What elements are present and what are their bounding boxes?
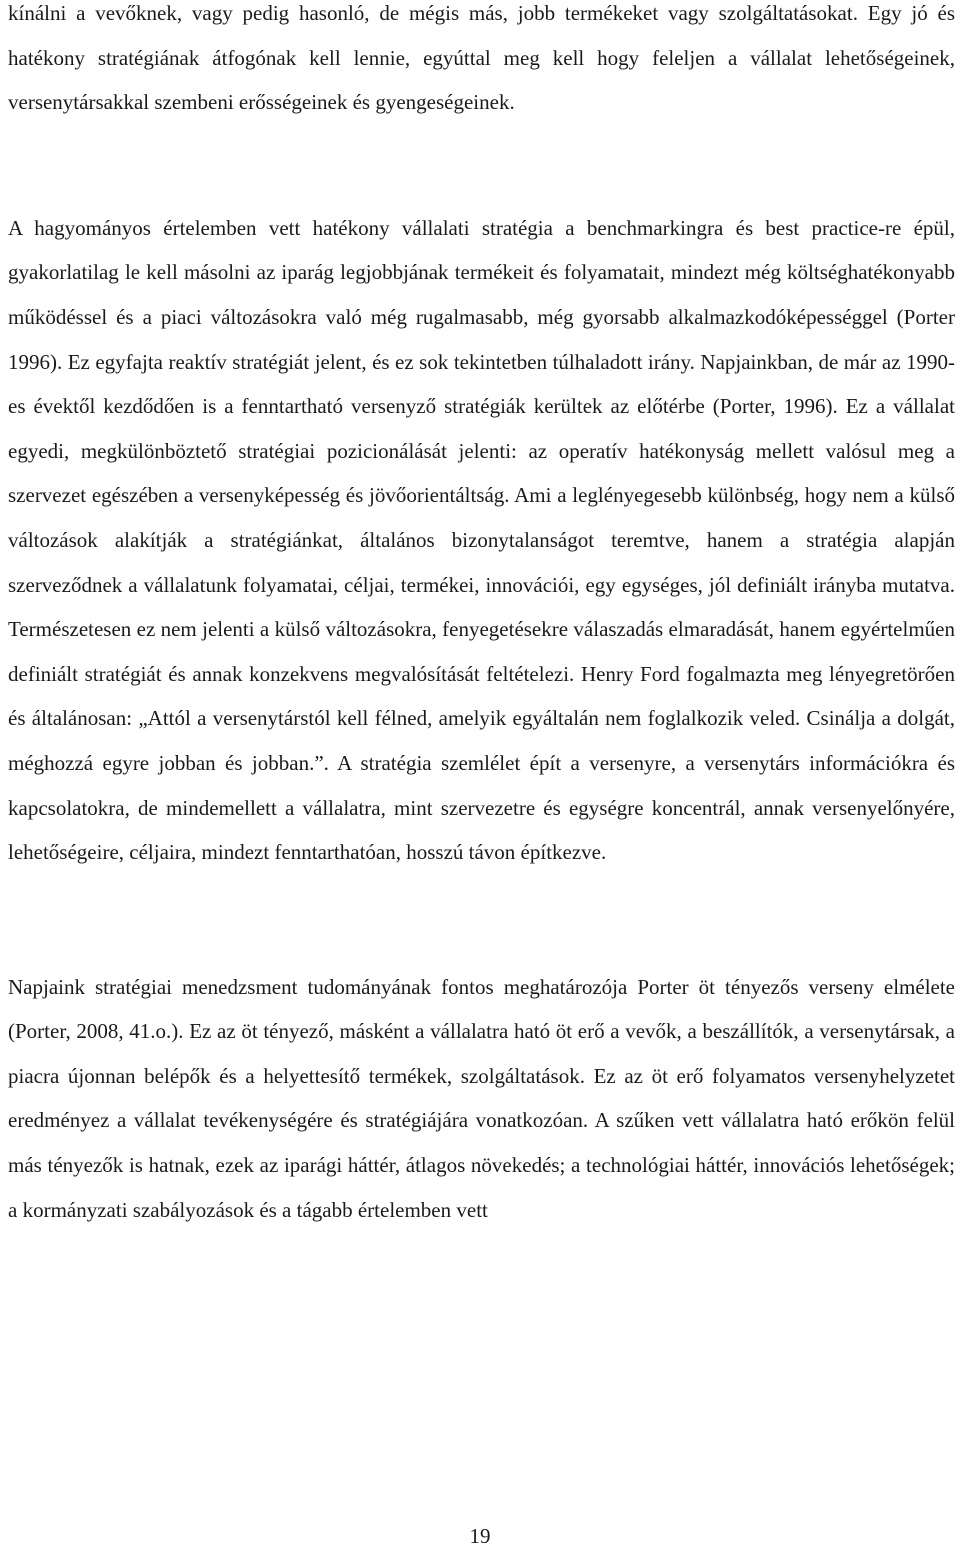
paragraph-1: kínálni a vevőknek, vagy pedig hasonló, de mégis más, jobb termékeket vagy szolgáltatásokat. Egy jó és hatékony stratégiának átfogónak kell lennie, egyúttal meg kell hogy feleljen a vállalat lehetőségeinek, versenytársakkal szembeni erősségeinek és gyengeségeinek.: [8, 1, 955, 115]
paragraph-3: Napjaink stratégiai menedzsment tudományának fontos meghatározója Porter öt tényezős verseny elmélete (Porter, 2008, 41.o.). Ez az öt tényező, másként a vállalatra ható öt erő a vevők, a beszállítók, a versenytársak, a piacra újonnan belépők és a helyettesítő termékek, szolgáltatások. Ez az öt erő folyamatos versenyhelyzetet eredményez a vállalat tevékenységére és stratégiájára vonatkozóan. A szűken vett vállalatra ható erőkön felül más tényezők is hatnak, ezek az iparági háttér, átlagos növekedés; a technológiai háttér, innovációs lehetőségek; a kormányzati szabályozások és a tágabb értelemben vett: [8, 974, 955, 1222]
page-number: 19: [469, 1524, 491, 1548]
paragraph-2: A hagyományos értelemben vett hatékony vállalati stratégia a benchmarkingra és best practice-re épül, gyakorlatilag le kell másolni az iparág legjobbjának termékeit és folyamatait, mindezt még költséghatékonyabb működéssel és a piaci változásokra való még rugalmasabb, még gyorsabb alkalmazkodóképességgel (Porter 1996). Ez egyfajta reaktív stratégiát jelent, és ez sok tekintetben túlhaladott irány. Napjainkban, de már az 1990-es évektől kezdődően is a fenntartható versenyző stratégiák kerültek az előtérbe (Porter, 1996). Ez a vállalat egyedi, megkülönböztető stratégiai pozicionálását jelenti: az operatív hatékonyság mellett valósul meg a szervezet egészében a versenyképesség és jövőorientáltság. Ami a leglényegesebb különbség, hogy nem a külső változások alakítják a stratégiánkat, általános bizonytalanságot teremtve, hanem a stratégia alapján szerveződnek a vállalatunk folyamatai, céljai, termékei, innovációi, egy egységes, jól definiált irányba mutatva. Természetesen ez nem jelenti a külső változásokra, fenyegetésekre válaszadás elmaradását, hanem egyértelműen definiált stratégiát és annak konzekvens megvalósítását feltételezi. Henry Ford fogalmazta meg lényegretörően és általánosan: „Attól a versenytárstól kell félned, amelyik egyáltalán nem foglalkozik veled. Csinálja a dolgát, méghozzá egyre jobban és jobban.”. A stratégia szemlélet épít a versenyre, a versenytárs információkra és kapcsolatokra, de mindemellett a vállalatra, mint szervezetre és egységre koncentrál, annak versenyelőnyére, lehetőségeire, céljaira, mindezt fenntarthatóan, hosszú távon építkezve.: [8, 215, 955, 865]
document-page: [8, 0, 955, 1232]
